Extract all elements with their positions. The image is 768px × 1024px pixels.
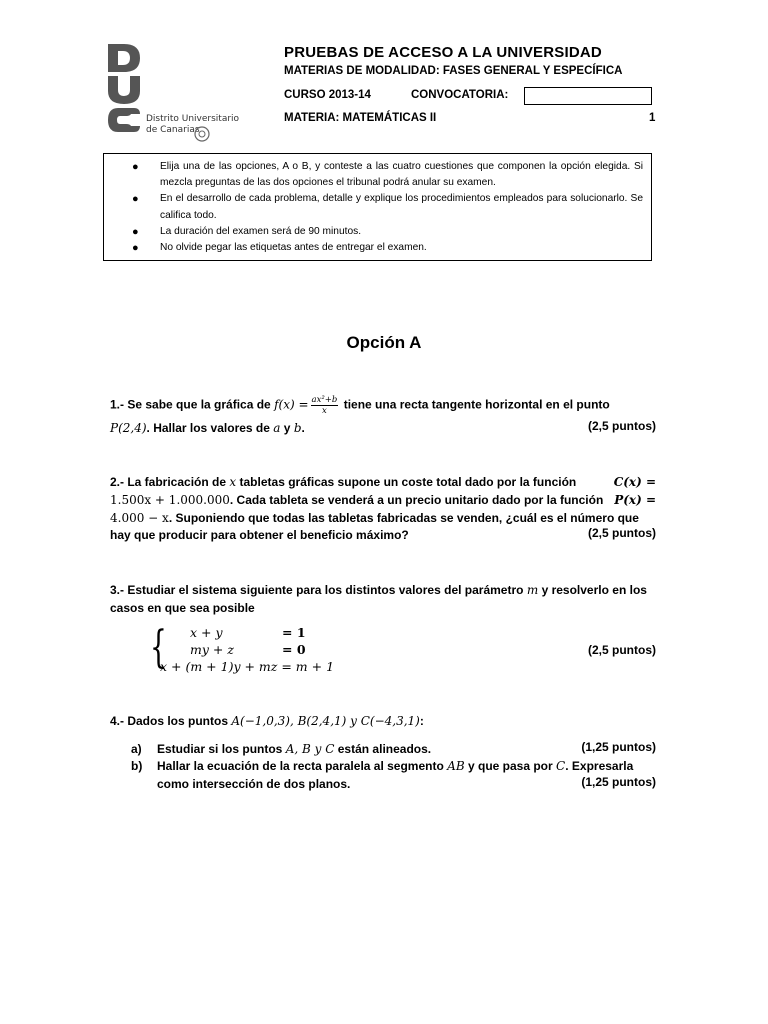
instruction-item [104,240,643,256]
page-number: 1 [649,112,656,124]
logo-caption-1: Distrito Universitario [146,114,240,124]
q4-part-b-label: b) [131,759,143,773]
q1-numerator: ax²+b [311,395,338,405]
q4a-end: están alineados. [337,742,432,756]
duc-logo [104,42,240,142]
exam-subtitle: MATERIAS DE MODALIDAD: FASES GENERAL Y ESPECÍFICA [284,65,623,77]
question-2-line-4: hay que producir para obtener el beneficio máximo? [110,528,409,542]
q4-part-a [157,740,431,758]
q2-text-c: . Cada tableta se venderá a un precio unitario dado por la función [229,493,604,507]
q4a-text: Estudiar si los puntos [157,742,283,756]
q2-var-x: x [229,475,237,489]
q3-points: (2,5 puntos) [588,643,656,657]
q4b-text-1: Hallar la ecuación de la recta paralela al segmento [157,759,444,773]
q2-price-expression: 4.000 − x [110,511,169,525]
q1-var-a: a [273,421,281,435]
question-1-line-2 [110,419,305,437]
logo-caption-2: de Canarias [146,125,200,135]
duc-logo-mark [104,42,240,142]
q4a-score: (1,25 puntos) [581,740,656,754]
q1-text-end: . [301,421,305,435]
q4-part-b-line-1 [157,757,633,775]
convocatoria-field[interactable] [524,87,652,105]
equation-system [150,622,350,678]
q4a-points: A, B y C [285,742,335,756]
q3-text-a: 3.- Estudiar el sistema siguiente para los distintos valores del parámetro [110,583,524,597]
q1-text-y: y [283,421,291,435]
instruction-item [104,191,643,223]
convocatoria-label: CONVOCATORIA: [411,89,509,101]
q4b-text-2: y que pasa por [467,759,553,773]
q4b-text-3: . Expresarla [565,759,634,773]
q2-cost-function: C(x) = [613,475,656,489]
q1-text-a: 1.- Se sabe que la gráfica de [110,397,271,412]
instructions-box [103,153,652,261]
eq1-right: = 1 [282,625,306,640]
question-1-line-1 [110,395,610,416]
instruction-text: Elija una de las opciones, A o B, y conteste a las cuatro cuestiones que componen la opción elegida. Si mezcla preguntas de las dos opciones el tribunal podrá anular su examen. [160,161,643,189]
q2-cost-expression: 1.500x + 1.000.000 [110,493,230,507]
q1-var-b: b [293,421,302,435]
q1-text-c: . Hallar los valores de [146,421,270,435]
question-4-intro [110,712,424,730]
bullet-icon: ● [132,225,139,238]
question-3-line-2: casos en que sea posible [110,601,255,615]
q1-text-b: tiene una recta tangente horizontal en el punto [343,397,610,412]
q4-colon: : [419,714,424,728]
q2-price-function: P(x) = [614,493,656,507]
bullet-icon: ● [132,242,139,255]
eq1-left: x + y [190,625,223,640]
course-year: CURSO 2013-14 [284,89,371,101]
question-2-line-1 [110,473,576,491]
q2-points: (2,5 puntos) [588,526,656,540]
system-brace: { [150,622,167,673]
eq3: x + (m + 1)y + mz = m + 1 [160,659,335,674]
question-3-line-1 [110,581,647,599]
q4b-segment: AB [447,759,465,773]
q4-text-intro: 4.- Dados los puntos [110,714,229,728]
q2-text-b: tabletas gráficas supone un coste total dado por la función [239,475,577,489]
q2-text-a: 2.- La fabricación de [110,475,227,489]
subject-label: MATERIA: MATEMÁTICAS II [284,112,437,124]
q4-part-b-line-2: como intersección de dos planos. [157,777,351,791]
q1-points: (2,5 puntos) [588,419,656,433]
q1-function: f(x) = [274,397,309,412]
instruction-item [104,224,643,240]
q4-part-a-label: a) [131,742,142,756]
q2-text-d: . Suponiendo que todas las tabletas fabricadas se venden, ¿cuál es el número que [168,511,639,525]
q4-points-list: A(−1,0,3), B(2,4,1) y C(−4,3,1) [231,714,420,728]
instruction-text: En el desarrollo de cada problema, detalle y explique los procedimientos empleados para solucionarlo. Se califica todo. [160,193,643,221]
question-2-line-3 [110,509,639,527]
q1-fraction [311,395,339,416]
eq2-left: my + z [190,642,234,657]
instruction-text: La duración del examen será de 90 minutos. [160,225,362,237]
instruction-item [104,159,643,191]
q3-param-m: m [526,583,539,597]
eq2-right: = 0 [282,642,306,657]
q4b-score: (1,25 puntos) [581,775,656,789]
question-2-line-2 [110,491,603,509]
exam-title: PRUEBAS DE ACCESO A LA UNIVERSIDAD [284,44,602,61]
instruction-text: No olvide pegar las etiquetas antes de entregar el examen. [160,242,427,254]
q3-text-b: y resolverlo en los [541,583,647,597]
option-title: Opción A [346,333,422,352]
bullet-icon: ● [132,161,139,173]
bullet-icon: ● [132,193,139,206]
q4b-point-c: C [556,759,566,773]
q1-point: P(2,4) [110,421,147,435]
q1-denominator: x [322,406,327,416]
